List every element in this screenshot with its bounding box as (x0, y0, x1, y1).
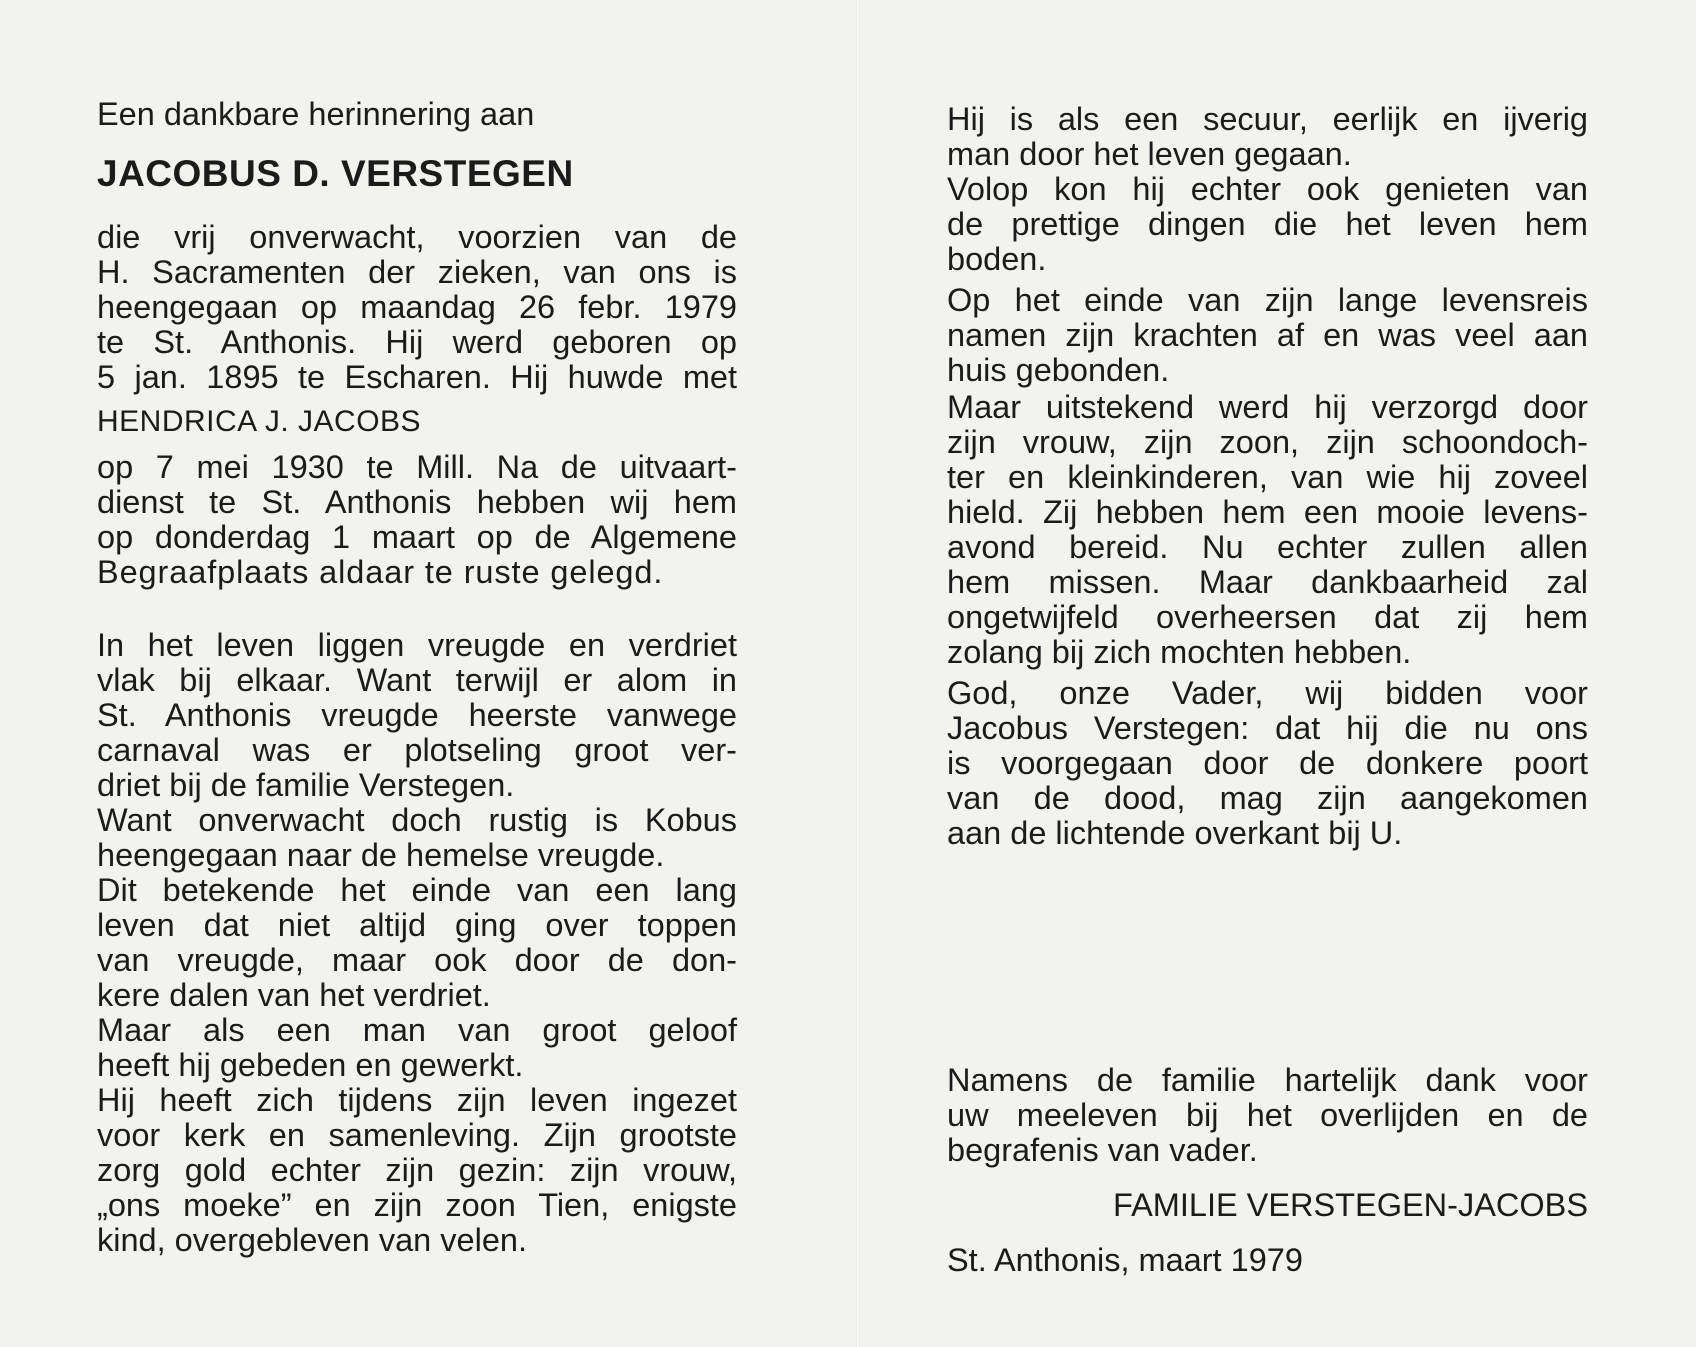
text-line: op donderdag 1 maart op de Algemene (97, 519, 737, 555)
text-line: zorg gold echter zijn gezin: zijn vrouw, (97, 1152, 737, 1188)
text-line: uw meeleven bij het overlijden en de (947, 1097, 1588, 1133)
text-line: van de dood, mag zijn aangekomen (947, 780, 1588, 816)
text-line: In het leven liggen vreugde en verdriet (97, 627, 737, 663)
text-line: kind, overgebleven van velen. (97, 1222, 528, 1258)
text-line: op 7 mei 1930 te Mill. Na de uitvaart- (97, 449, 737, 485)
text-line: boden. (947, 241, 1047, 277)
text-line: Hij heeft zich tijdens zijn leven ingezet (97, 1082, 737, 1118)
text-line: de prettige dingen die het leven hem (947, 206, 1588, 242)
center-fold (856, 0, 859, 1347)
text-line: dienst te St. Anthonis hebben wij hem (97, 484, 737, 520)
text-line: kere dalen van het verdriet. (97, 977, 491, 1013)
text-line: Dit betekende het einde van een lang (97, 872, 737, 908)
text-line: vlak bij elkaar. Want terwijl er alom in (97, 662, 737, 698)
text-line: heeft hij gebeden en gewerkt. (97, 1047, 524, 1083)
text-line: 5 jan. 1895 te Escharen. Hij huwde met (97, 359, 737, 395)
text-line: Begraafplaats aldaar te ruste gelegd. (97, 554, 664, 590)
text-line: driet bij de familie Verstegen. (97, 767, 515, 803)
family-signature: FAMILIE VERSTEGEN-JACOBS (1113, 1187, 1588, 1223)
text-line: voor kerk en samenleving. Zijn grootste (97, 1117, 737, 1153)
intro-line: Een dankbare herinnering aan (97, 96, 535, 132)
text-line: is voorgegaan door de donkere poort (947, 745, 1588, 781)
text-line: Volop kon hij echter ook genieten van (947, 171, 1588, 207)
text-line: hield. Zij hebben hem een mooie levens- (947, 494, 1588, 530)
text-line: aan de lichtende overkant bij U. (947, 815, 1403, 851)
text-line: Maar uitstekend werd hij verzorgd door (947, 389, 1588, 425)
text-line: God, onze Vader, wij bidden voor (947, 675, 1588, 711)
text-line: heengegaan op maandag 26 febr. 1979 (97, 289, 737, 325)
text-line: Maar als een man van groot geloof (97, 1012, 737, 1048)
text-line: Op het einde van zijn lange levensreis (947, 282, 1588, 318)
text-line: Namens de familie hartelijk dank voor (947, 1062, 1588, 1098)
text-line: begrafenis van vader. (947, 1132, 1258, 1168)
text-line: Hij is als een secuur, eerlijk en ijverig (947, 101, 1588, 137)
text-line: „ons moeke” en zijn zoon Tien, enigste (97, 1187, 737, 1223)
text-line: hem missen. Maar dankbaarheid zal (947, 564, 1588, 600)
text-line: huis gebonden. (947, 352, 1170, 388)
spouse-name: HENDRICA J. JACOBS (97, 405, 422, 438)
text-line: te St. Anthonis. Hij werd geboren op (97, 324, 737, 360)
text-line: Jacobus Verstegen: dat hij die nu ons (947, 710, 1588, 746)
text-line: die vrij onverwacht, voorzien van de (97, 219, 737, 255)
text-line: avond bereid. Nu echter zullen allen (947, 529, 1588, 565)
place-date: St. Anthonis, maart 1979 (947, 1242, 1303, 1278)
text-line: heengegaan naar de hemelse vreugde. (97, 837, 665, 873)
text-line: carnaval was er plotseling groot ver- (97, 732, 737, 768)
text-line: zijn vrouw, zijn zoon, zijn schoondoch- (947, 424, 1588, 460)
text-line: Want onverwacht doch rustig is Kobus (97, 802, 737, 838)
text-line: man door het leven gegaan. (947, 136, 1352, 172)
text-line: ter en kleinkinderen, van wie hij zoveel (947, 459, 1588, 495)
text-line: zolang bij zich mochten hebben. (947, 634, 1412, 670)
text-line: namen zijn krachten af en was veel aan (947, 317, 1588, 353)
text-line: leven dat niet altijd ging over toppen (97, 907, 737, 943)
deceased-name: JACOBUS D. VERSTEGEN (97, 153, 574, 194)
text-line: van vreugde, maar ook door de don- (97, 942, 737, 978)
text-line: ongetwijfeld overheersen dat zij hem (947, 599, 1588, 635)
text-line: St. Anthonis vreugde heerste vanwege (97, 697, 737, 733)
text-line: H. Sacramenten der zieken, van ons is (97, 254, 737, 290)
